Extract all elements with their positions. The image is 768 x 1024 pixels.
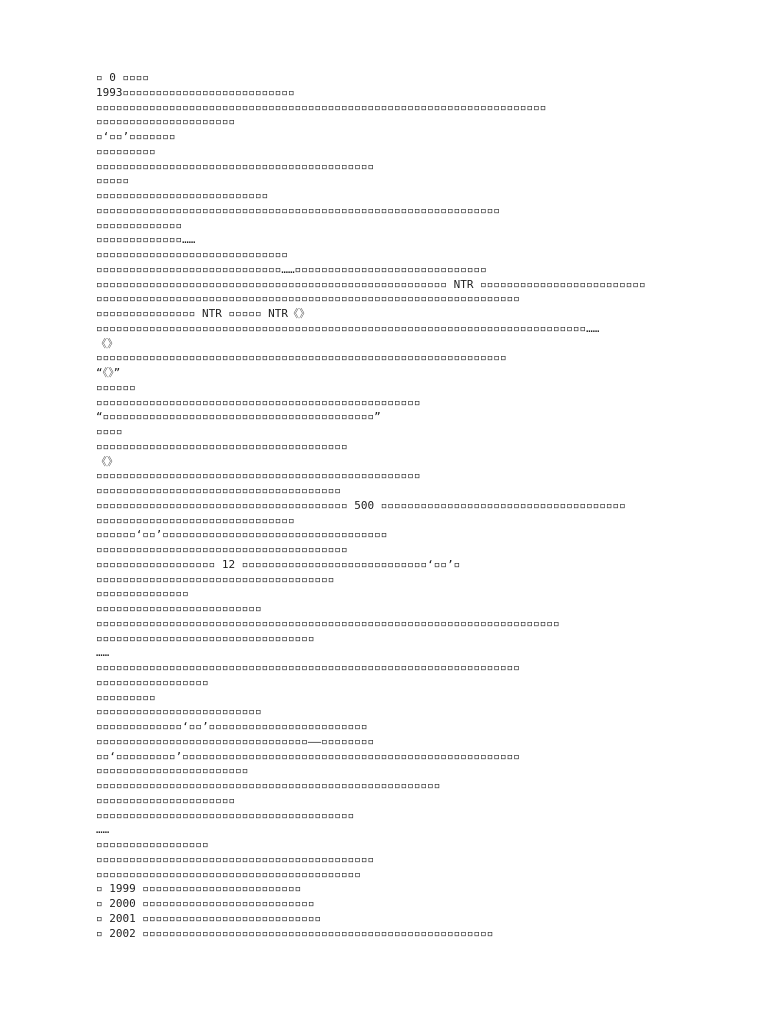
text-line: ▫▫▫▫▫▫▫▫▫▫▫▫▫▫▫▫▫▫▫▫▫▫▫▫▫▫▫▫▫▫▫▫▫▫▫▫▫▫▫▫▫▫▫▫▫▫▫▫▫▫▫▫▫▫▫▫▫▫▫▫▫▫▫▫ (96, 292, 520, 306)
text-line: ▫▫▫▫▫▫▫▫▫▫▫▫▫▫▫▫▫▫▫▫▫▫▫▫▫▫▫▫▫▫▫▫▫▫▫▫▫▫▫▫▫▫▫▫▫▫▫▫▫▫▫▫▫▫▫▫▫▫▫▫▫▫ (96, 351, 507, 365)
text-line: ▫▫▫▫▫▫▫▫▫▫▫▫▫▫▫▫▫▫▫▫▫▫▫▫▫▫▫▫▫▫▫▫▫▫▫▫▫▫▫▫▫▫▫▫▫▫▫▫▫▫▫▫▫▫▫▫▫▫▫▫▫▫▫▫▫▫▫▫▫▫▫▫▫▫…… (96, 321, 600, 335)
text-line: ▫▫▫▫▫▫▫▫▫▫▫▫▫▫▫ NTR ▫▫▫▫▫ NTR《》 (96, 307, 311, 320)
text-line: ▫ 2002 ▫▫▫▫▫▫▫▫▫▫▫▫▫▫▫▫▫▫▫▫▫▫▫▫▫▫▫▫▫▫▫▫▫▫▫▫▫▫▫▫▫▫▫▫▫▫▫▫▫▫▫▫▫ (96, 926, 494, 940)
text-line: ▫▫▫▫▫▫▫▫▫▫▫▫▫▫ (96, 587, 189, 601)
text-line: ▫▫▫▫▫▫▫▫▫▫▫▫▫‘▫▫’▫▫▫▫▫▫▫▫▫▫▫▫▫▫▫▫▫▫▫▫▫▫▫▫ (96, 720, 368, 733)
text-line: ▫▫▫▫▫▫▫▫▫▫▫▫▫▫▫▫▫▫▫▫▫▫▫▫▫▫▫▫▫▫▫▫▫▫▫▫▫▫▫▫▫▫▫▫▫▫▫▫▫ (96, 469, 421, 483)
text-line: ▫▫▫▫▫▫▫▫▫▫▫▫▫▫▫▫▫ (96, 675, 209, 689)
text-line: ▫▫▫▫▫▫▫▫▫▫▫▫▫▫▫▫▫▫▫▫▫ (96, 793, 236, 807)
text-line: ▫▫▫▫▫▫▫▫▫▫▫▫▫▫▫▫▫▫▫▫▫▫▫▫▫ (96, 602, 262, 615)
text-line: ▫▫▫▫▫▫▫▫▫▫▫▫▫▫▫▫▫▫▫▫▫▫▫▫▫▫▫▫▫▫▫▫——▫▫▫▫▫▫▫▫ (96, 734, 375, 748)
text-line: ▫▫▫▫▫▫▫▫▫▫▫▫▫▫▫▫▫▫▫▫▫▫▫▫▫▫▫▫……▫▫▫▫▫▫▫▫▫▫▫▫▫▫▫▫▫▫▫▫▫▫▫▫▫▫▫▫▫ (96, 262, 487, 276)
text-line: ▫▫▫▫▫▫▫▫▫▫▫▫▫▫▫▫▫▫▫▫▫▫▫▫▫▫▫▫▫▫▫▫▫▫▫▫▫▫▫▫▫▫ (96, 852, 375, 866)
text-line: ▫▫▫▫▫ (96, 174, 130, 188)
text-line: …… (96, 823, 110, 837)
text-line: ▫▫‘▫▫▫▫▫▫▫▫▫’▫▫▫▫▫▫▫▫▫▫▫▫▫▫▫▫▫▫▫▫▫▫▫▫▫▫▫▫▫▫▫▫▫▫▫▫▫▫▫▫▫▫▫▫▫▫▫▫▫▫▫ (96, 749, 520, 763)
text-line: ▫ 2000 ▫▫▫▫▫▫▫▫▫▫▫▫▫▫▫▫▫▫▫▫▫▫▫▫▫▫ (96, 897, 315, 910)
text-line: ▫▫▫▫▫▫▫▫▫▫▫▫▫▫▫▫▫▫▫▫▫▫▫ (96, 764, 249, 778)
text-line: ▫ 0 ▫▫▫▫ (96, 71, 149, 84)
text-line: ▫▫▫▫▫▫▫▫▫▫▫▫▫▫▫▫▫▫▫▫▫▫▫▫▫▫▫▫▫▫▫▫▫▫▫▫▫▫▫▫▫▫ (96, 159, 375, 173)
text-line: ▫▫▫▫ (96, 425, 123, 438)
text-line: ▫▫▫▫▫▫▫▫▫▫▫▫▫ (96, 218, 183, 232)
text-line: ▫▫▫▫▫▫▫▫▫▫▫▫▫▫▫▫▫▫▫▫▫▫▫▫▫▫▫▫▫▫▫▫▫▫▫▫▫▫▫▫ (96, 867, 361, 881)
text-line: ▫▫▫▫▫▫▫▫▫▫▫▫▫▫▫▫▫▫▫▫▫▫▫▫▫▫▫▫▫▫▫▫▫▫▫▫▫ (96, 484, 342, 497)
text-line: ▫▫▫▫▫▫▫▫▫▫▫▫▫▫▫▫▫▫▫▫▫▫▫▫▫▫▫▫▫▫▫▫▫▫▫▫▫▫▫▫▫▫▫▫▫▫▫▫▫▫▫▫▫▫▫▫▫▫▫▫▫▫▫▫▫▫▫▫▫▫ (96, 616, 560, 630)
text-line: ▫▫▫▫▫▫▫▫▫▫▫▫▫▫▫▫▫▫▫▫▫▫▫▫▫▫▫▫▫▫▫▫▫▫▫▫▫▫▫▫▫▫▫▫▫▫▫▫▫▫▫▫▫▫▫▫▫▫▫▫▫▫▫▫ (96, 661, 520, 674)
text-line: ▫▫▫▫▫▫▫▫▫▫▫▫▫▫▫▫▫▫▫▫▫▫▫▫▫▫▫▫▫▫▫▫▫▫▫▫▫▫ 500 ▫▫▫▫▫▫▫▫▫▫▫▫▫▫▫▫▫▫▫▫▫▫▫▫▫▫▫▫▫▫▫▫▫▫▫▫▫ (96, 498, 626, 512)
text-line: ▫▫▫▫▫▫▫▫▫▫▫▫▫▫▫▫▫ (96, 838, 209, 851)
text-line: ▫▫▫▫▫▫▫▫▫ (96, 690, 156, 704)
text-line: ▫▫▫▫▫▫▫▫▫▫▫▫▫▫▫▫▫▫▫▫▫▫▫▫▫▫▫▫▫▫▫▫▫▫▫▫▫▫▫▫▫▫▫▫▫▫▫▫▫ (96, 395, 421, 409)
text-line: ▫‘▫▫’▫▫▫▫▫▫▫ (96, 130, 176, 143)
text-line: ▫▫▫▫▫▫▫▫▫▫▫▫▫▫▫▫▫▫▫▫▫▫▫▫▫▫ (96, 189, 269, 202)
text-line: ▫▫▫▫▫▫▫▫▫ (96, 144, 156, 158)
text-line: ▫▫▫▫▫▫▫▫▫▫▫▫▫▫▫▫▫▫▫▫▫▫▫▫▫▫▫▫▫▫▫▫▫▫▫▫▫▫ (96, 543, 348, 556)
text-line: ▫ 1999 ▫▫▫▫▫▫▫▫▫▫▫▫▫▫▫▫▫▫▫▫▫▫▫▫ (96, 882, 302, 896)
text-line: ▫▫▫▫▫▫▫▫▫▫▫▫▫▫▫▫▫▫▫▫▫▫▫▫▫▫▫▫▫▫ (96, 513, 295, 527)
text-line: ▫▫▫▫▫▫▫▫▫▫▫▫▫▫▫▫▫▫▫▫▫▫▫▫▫▫▫▫▫ (96, 248, 289, 261)
text-line: 《》 (96, 454, 118, 468)
text-line: ▫▫▫▫▫▫▫▫▫▫▫▫▫▫▫▫▫▫▫▫▫▫▫▫▫ (96, 705, 262, 719)
text-line: ▫▫▫▫▫▫▫▫▫▫▫▫▫▫▫▫▫▫▫▫▫▫▫▫▫▫▫▫▫▫▫▫▫ (96, 631, 315, 645)
text-line: “《》” (96, 366, 121, 379)
text-line: ▫▫▫▫▫▫▫▫▫▫▫▫▫▫▫▫▫▫▫▫▫▫▫▫▫▫▫▫▫▫▫▫▫▫▫▫ (96, 572, 335, 586)
document-page (96, 71, 736, 941)
text-line: ▫▫▫▫▫▫▫▫▫▫▫▫▫▫▫▫▫▫▫▫▫▫▫▫▫▫▫▫▫▫▫▫▫▫▫▫▫▫▫▫▫▫▫▫▫▫▫▫▫▫▫▫▫ NTR ▫▫▫▫▫▫▫▫▫▫▫▫▫▫▫▫▫▫▫▫▫▫▫▫▫ (96, 277, 646, 291)
text-line: ▫▫▫▫▫▫▫▫▫▫▫▫▫▫▫▫▫▫▫▫▫▫▫▫▫▫▫▫▫▫▫▫▫▫▫▫▫▫▫▫▫▫▫▫▫▫▫▫▫▫▫▫▫▫▫▫▫▫▫▫▫▫▫▫▫▫▫▫ (96, 100, 547, 114)
text-line: ▫▫▫▫▫▫▫▫▫▫▫▫▫▫▫▫▫▫▫▫▫▫▫▫▫▫▫▫▫▫▫▫▫▫▫▫▫▫ (96, 439, 348, 453)
text-line: 1993▫▫▫▫▫▫▫▫▫▫▫▫▫▫▫▫▫▫▫▫▫▫▫▫▫▫ (96, 85, 295, 99)
text-line: ▫ 2001 ▫▫▫▫▫▫▫▫▫▫▫▫▫▫▫▫▫▫▫▫▫▫▫▫▫▫▫ (96, 911, 322, 925)
text-line: 《》 (96, 336, 118, 350)
text-line: …… (96, 646, 110, 660)
text-line: ▫▫▫▫▫▫▫▫▫▫▫▫▫…… (96, 233, 196, 247)
text-line: ▫▫▫▫▫▫▫▫▫▫▫▫▫▫▫▫▫▫▫▫▫ (96, 115, 236, 129)
text-line: ▫▫▫▫▫▫▫▫▫▫▫▫▫▫▫▫▫▫▫▫▫▫▫▫▫▫▫▫▫▫▫▫▫▫▫▫▫▫▫ (96, 808, 355, 822)
text-line: ▫▫▫▫▫▫‘▫▫’▫▫▫▫▫▫▫▫▫▫▫▫▫▫▫▫▫▫▫▫▫▫▫▫▫▫▫▫▫▫▫▫▫▫ (96, 528, 388, 542)
text-line: ▫▫▫▫▫▫▫▫▫▫▫▫▫▫▫▫▫▫ 12 ▫▫▫▫▫▫▫▫▫▫▫▫▫▫▫▫▫▫▫▫▫▫▫▫▫▫▫▫‘▫▫’▫ (96, 557, 461, 571)
text-line: ▫▫▫▫▫▫▫▫▫▫▫▫▫▫▫▫▫▫▫▫▫▫▫▫▫▫▫▫▫▫▫▫▫▫▫▫▫▫▫▫▫▫▫▫▫▫▫▫▫▫▫▫ (96, 779, 441, 792)
text-line: ▫▫▫▫▫▫ (96, 380, 136, 394)
text-line: ▫▫▫▫▫▫▫▫▫▫▫▫▫▫▫▫▫▫▫▫▫▫▫▫▫▫▫▫▫▫▫▫▫▫▫▫▫▫▫▫▫▫▫▫▫▫▫▫▫▫▫▫▫▫▫▫▫▫▫▫▫ (96, 203, 500, 217)
text-line: “▫▫▫▫▫▫▫▫▫▫▫▫▫▫▫▫▫▫▫▫▫▫▫▫▫▫▫▫▫▫▫▫▫▫▫▫▫▫▫▫▫” (96, 410, 381, 424)
